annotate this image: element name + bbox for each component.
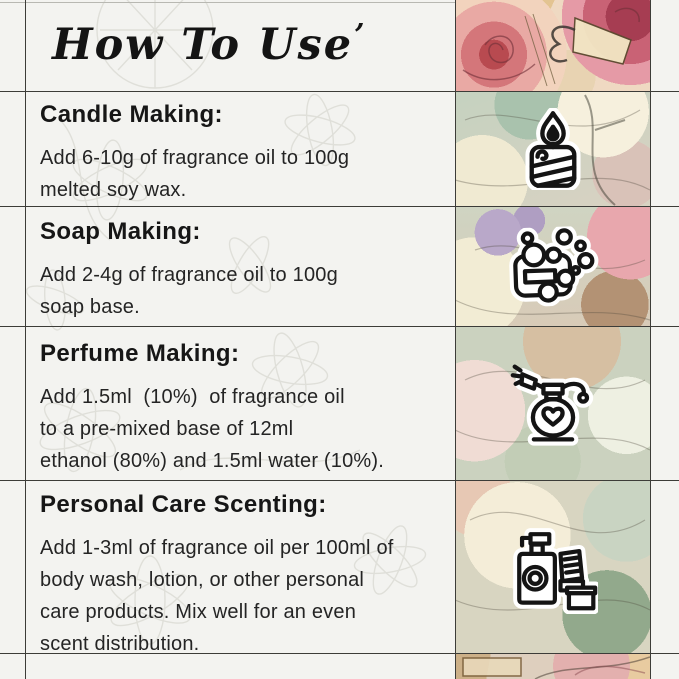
soap-art-cell xyxy=(455,206,650,326)
section-body-line: body wash, lotion, or other personal xyxy=(40,569,365,591)
section-soap-making xyxy=(40,219,452,323)
divider-title xyxy=(0,91,679,92)
left-border-rule xyxy=(25,0,26,679)
section-body-line: melted soy wax. xyxy=(40,179,187,201)
perfume-icon xyxy=(509,359,597,447)
section-body-line: scent distribution. xyxy=(40,633,200,655)
candle-icon xyxy=(524,108,582,190)
section-perfume-making xyxy=(40,341,452,477)
bottom-artwork xyxy=(455,653,650,679)
soap-icon xyxy=(504,225,601,307)
section-body-line: Add 1.5ml (10%) of fragrance oil xyxy=(40,386,345,408)
divider-candle-soap xyxy=(0,206,679,207)
strip-right-rule xyxy=(650,0,651,679)
page-title-text: How To Use xyxy=(52,20,354,70)
top-rule xyxy=(0,2,455,3)
rose-artwork xyxy=(455,0,650,91)
section-body-line: Add 6-10g of fragrance oil to 100g xyxy=(40,147,350,169)
bottom-artwork-lines xyxy=(455,653,650,679)
title-flourish: ’ xyxy=(354,18,367,53)
personal-care-art-cell xyxy=(455,480,650,653)
section-heading: Candle Making: xyxy=(40,101,223,128)
divider-soap-perfume xyxy=(0,326,679,327)
section-personal-care-scenting xyxy=(40,492,452,660)
section-body-line: ethanol (80%) and 1.5ml water (10%). xyxy=(40,450,385,472)
section-body-line: to a pre-mixed base of 12ml xyxy=(40,418,294,440)
section-heading: Personal Care Scenting: xyxy=(40,491,327,518)
section-body-line: soap base. xyxy=(40,296,140,318)
perfume-art-cell xyxy=(455,326,650,480)
page-title xyxy=(52,20,366,70)
strip-left-rule xyxy=(455,0,456,679)
rose-artwork-lines xyxy=(455,0,650,91)
section-heading: Perfume Making: xyxy=(40,340,240,367)
section-body-line: Add 1-3ml of fragrance oil per 100ml of xyxy=(40,537,394,559)
section-body-line: Add 2-4g of fragrance oil to 100g xyxy=(40,264,338,286)
candle-art-cell xyxy=(455,91,650,206)
section-body-line: care products. Mix well for an even xyxy=(40,601,357,623)
section-heading: Soap Making: xyxy=(40,218,201,245)
personal-care-icon xyxy=(508,520,598,614)
artwork-strip xyxy=(455,0,650,679)
divider-perfume-care xyxy=(0,480,679,481)
section-candle-making xyxy=(40,102,452,206)
